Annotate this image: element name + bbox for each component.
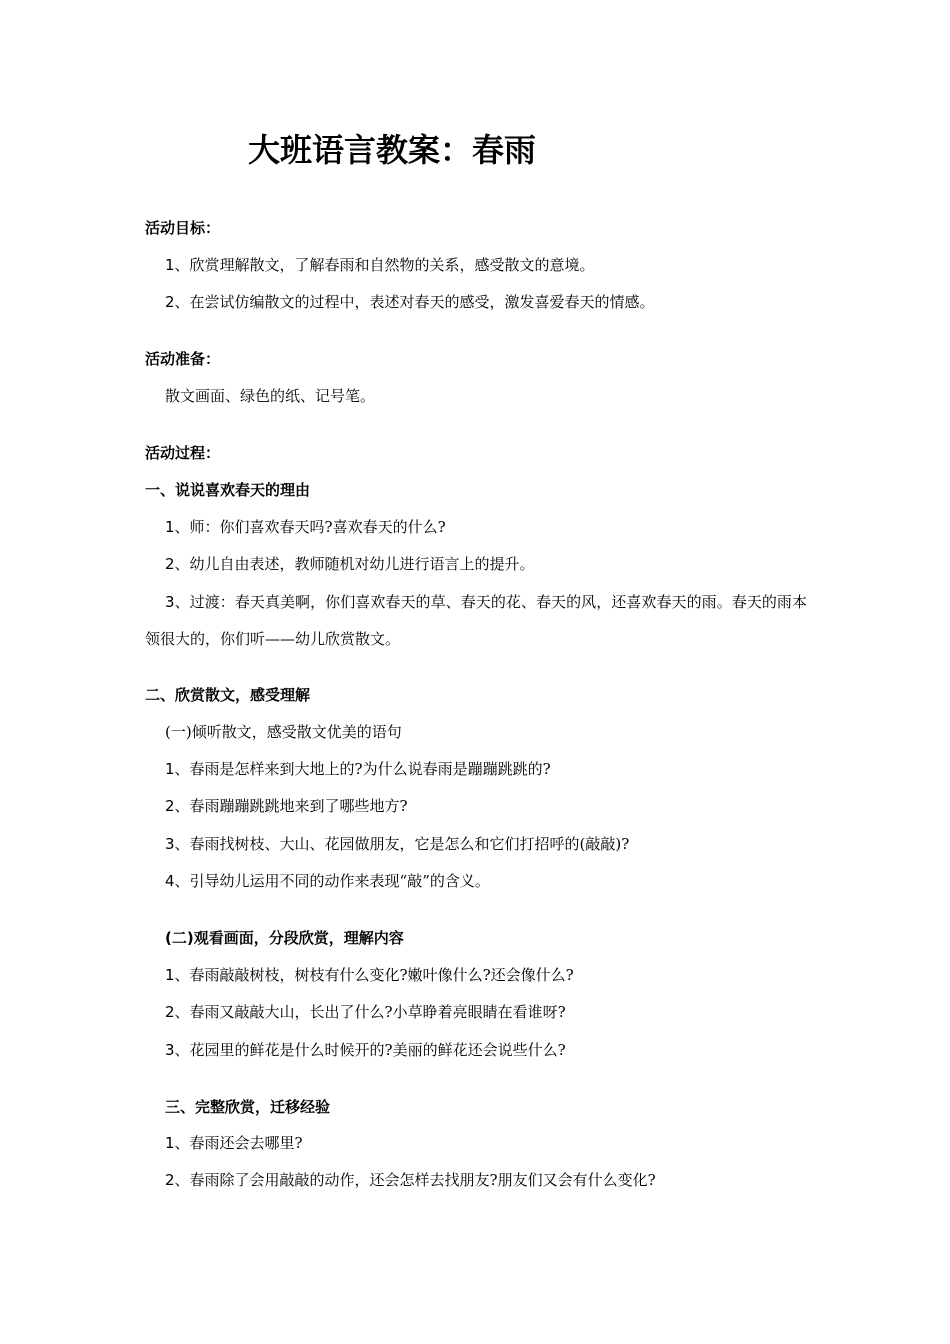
subsection-heading: (一)倾听散文，感受散文优美的语句 bbox=[165, 723, 402, 741]
item-number: 2 bbox=[165, 797, 175, 815]
item-number: 1 bbox=[165, 256, 175, 274]
list-item bbox=[165, 759, 551, 779]
item-number: 4 bbox=[165, 872, 175, 890]
item-number: 1 bbox=[165, 966, 175, 984]
list-item bbox=[165, 871, 490, 891]
item-number: 2 bbox=[165, 555, 175, 573]
item-number: 2 bbox=[165, 293, 175, 311]
list-item bbox=[165, 796, 408, 816]
item-text: 、师：你们喜欢春天吗?喜欢春天的什么? bbox=[174, 518, 446, 536]
item-number: 1 bbox=[165, 760, 175, 778]
goal-item bbox=[165, 255, 595, 275]
item-text: 、在尝试仿编散文的过程中，表述对春天的感受，激发喜爱春天的情感。 bbox=[174, 293, 655, 311]
preparation-heading: 活动准备： bbox=[145, 350, 221, 368]
list-item bbox=[165, 1002, 566, 1022]
item-text: 、春雨除了会用敲敲的动作，还会怎样去找朋友?朋友们又会有什么变化? bbox=[174, 1171, 656, 1189]
item-number: 2 bbox=[165, 1171, 175, 1189]
list-item bbox=[165, 554, 535, 574]
item-text: 、欣赏理解散文，了解春雨和自然物的关系，感受散文的意境。 bbox=[174, 256, 595, 274]
item-text: 、引导幼儿运用不同的动作来表现“敲”的含义。 bbox=[174, 872, 490, 890]
item-text: 、春雨蹦蹦跳跳地来到了哪些地方? bbox=[174, 797, 408, 815]
item-text: 、春雨又敲敲大山，长出了什么?小草睁着亮眼睛在看谁呀? bbox=[174, 1003, 566, 1021]
goals-heading: 活动目标： bbox=[145, 219, 221, 237]
item-text: 、花园里的鲜花是什么时候开的?美丽的鲜花还会说些什么? bbox=[174, 1041, 566, 1059]
item-number: 3 bbox=[165, 835, 175, 853]
goal-item bbox=[165, 292, 655, 312]
document-title: 大班语言教案：春雨 bbox=[248, 131, 537, 169]
subsection-heading: (二)观看画面，分段欣赏，理解内容 bbox=[165, 929, 404, 947]
item-number: 1 bbox=[165, 518, 175, 536]
list-item bbox=[165, 1040, 566, 1060]
list-item bbox=[165, 1133, 303, 1153]
item-text: 、春雨找树枝、大山、花园做朋友，它是怎么和它们打招呼的(敲敲)? bbox=[174, 835, 630, 853]
section-heading: 三、完整欣赏，迁移经验 bbox=[165, 1098, 331, 1116]
item-number: 3 bbox=[165, 1041, 175, 1059]
item-text: 、过渡：春天真美啊，你们喜欢春天的草、春天的花、春天的风，还喜欢春天的雨。春天的雨本 bbox=[174, 593, 807, 611]
list-item bbox=[165, 1170, 656, 1190]
item-text: 、春雨敲敲树枝，树枝有什么变化?嫩叶像什么?还会像什么? bbox=[174, 966, 574, 984]
process-heading: 活动过程： bbox=[145, 444, 221, 462]
item-text: 、春雨还会去哪里? bbox=[174, 1134, 303, 1152]
list-item bbox=[165, 592, 807, 612]
list-item bbox=[165, 517, 446, 537]
list-item bbox=[165, 834, 629, 854]
item-number: 3 bbox=[165, 593, 175, 611]
list-item bbox=[165, 965, 574, 985]
preparation-text: 散文画面、绿色的纸、记号笔。 bbox=[165, 387, 376, 405]
item-text: 、幼儿自由表述，教师随机对幼儿进行语言上的提升。 bbox=[174, 555, 535, 573]
section-heading: 一、说说喜欢春天的理由 bbox=[145, 481, 311, 499]
section-heading: 二、欣赏散文，感受理解 bbox=[145, 686, 311, 704]
item-text: 、春雨是怎样来到大地上的?为什么说春雨是蹦蹦跳跳的? bbox=[174, 760, 551, 778]
item-number: 1 bbox=[165, 1134, 175, 1152]
item-number: 2 bbox=[165, 1003, 175, 1021]
list-item-continuation: 领很大的，你们听——幼儿欣赏散文。 bbox=[145, 630, 401, 648]
